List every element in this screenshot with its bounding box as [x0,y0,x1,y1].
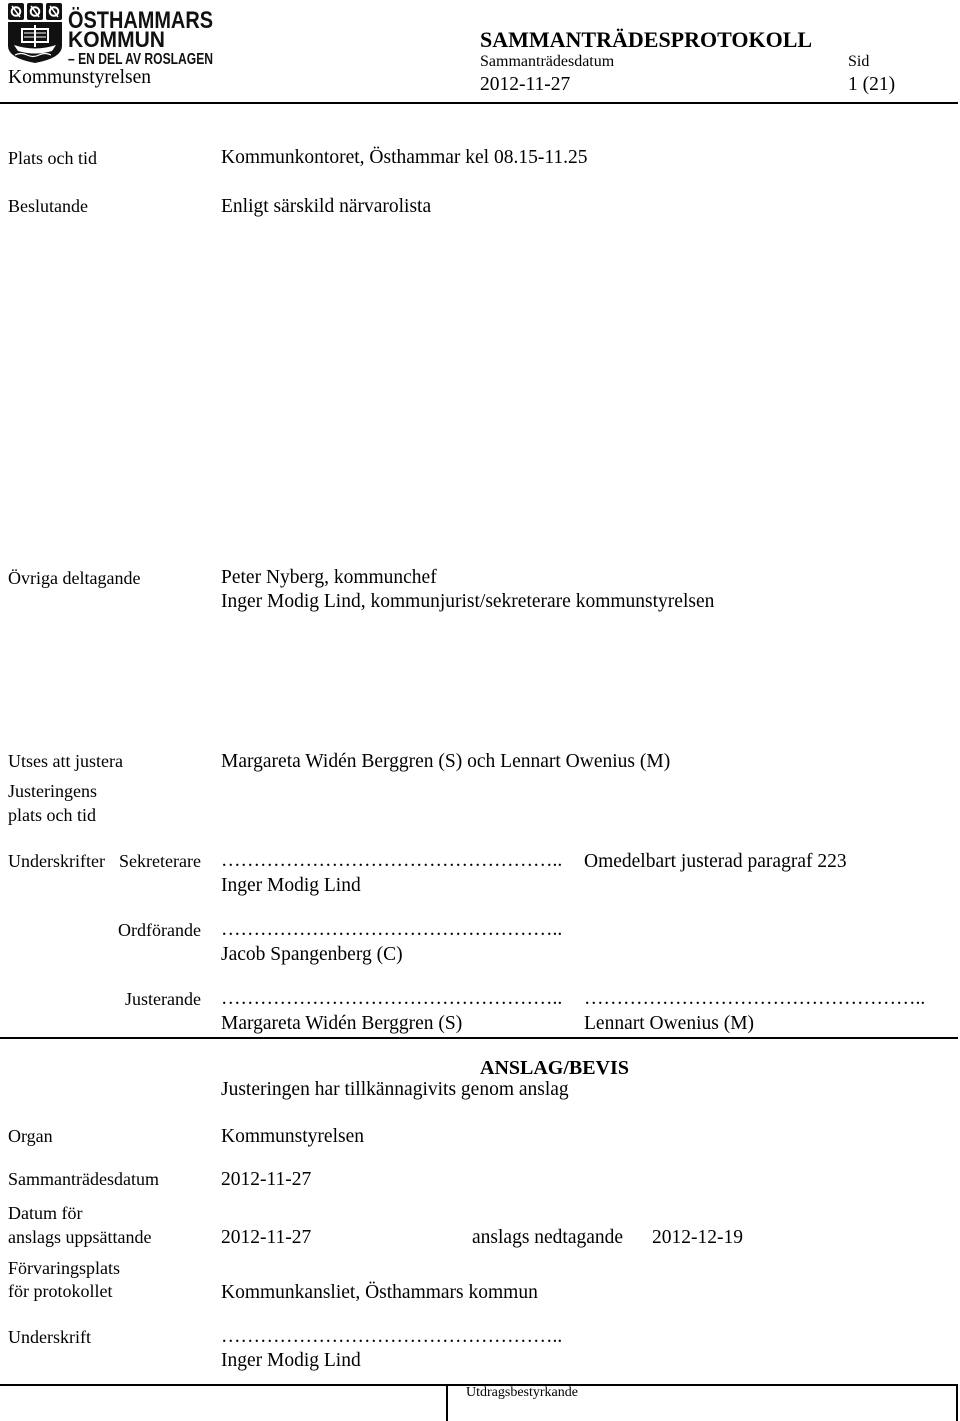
other-participant: Inger Modig Lind, kommunjurist/sekreterare kommunstyrelsen [221,591,715,612]
page-number: 1 (21) [848,74,896,95]
deciding-label: Beslutande [8,196,88,216]
adjuster-name: Lennart Owenius (M) [584,1013,755,1034]
notice-signature-label: Underskrift [8,1327,91,1347]
appointed-adjusters-label: Utses att justera [8,751,123,771]
adjustment-place-label: Justeringens [8,781,97,801]
appointed-adjusters-value: Margareta Widén Berggren (S) och Lennart Owenius (M) [221,751,671,772]
signatures-label: Underskrifter [8,851,105,871]
logo-name: ÖSTHAMMARS [68,7,213,34]
crest-badge-right [46,3,62,20]
crest-badge-middle [27,3,43,20]
municipality-crest-icon [7,2,63,64]
posting-date-label: anslags uppsättande [8,1227,152,1247]
posting-date: 2012-11-27 [221,1227,312,1248]
notice-statement: Justeringen har tillkännagivits genom anslag [221,1079,569,1100]
logo-subname: KOMMUN [68,27,165,52]
adjuster-signature-line: …………………………………………….. [221,988,563,1009]
adjuster-name: Margareta Widén Berggren (S) [221,1013,463,1034]
adjustment-place-label: plats och tid [8,805,96,825]
meeting-date: 2012-11-27 [480,74,571,95]
removal-date-label: anslags nedtagande [472,1227,624,1248]
other-participants-label: Övriga deltagande [8,568,141,588]
place-time-value: Kommunkontoret, Östhammar kel 08.15-11.25 [221,147,588,168]
notice-meeting-date: 2012-11-27 [221,1169,312,1190]
municipality-wordmark [68,2,218,68]
deciding-value: Enligt särskild närvarolista [221,196,432,217]
notice-signer-name: Inger Modig Lind [221,1350,361,1371]
chair-signature-line: …………………………………………….. [221,919,563,940]
crest-badge-left [8,3,24,20]
certification-box-right-border [956,1384,958,1421]
secretary-name: Inger Modig Lind [221,875,361,896]
header-divider [0,102,958,104]
storage-value: Kommunkansliet, Östhammars kommun [221,1282,538,1303]
notice-divider [0,1037,958,1039]
organ-label: Organ [8,1126,53,1146]
storage-label: Förvaringsplats [8,1258,120,1278]
secretary-role: Sekreterare [119,851,201,871]
chair-name: Jacob Spangenberg (C) [221,944,403,965]
other-participant: Peter Nyberg, kommunchef [221,567,437,588]
notice-signature-line: …………………………………………….. [221,1326,563,1347]
adjuster-role: Justerande [125,989,201,1009]
certification-label: Utdragsbestyrkande [466,1385,578,1400]
page-label: Sid [848,53,870,70]
place-time-label: Plats och tid [8,148,97,168]
immediate-adjustment-note: Omedelbart justerad paragraf 223 [584,851,847,872]
certification-box-left-border [446,1384,448,1421]
notice-meeting-date-label: Sammanträdesdatum [8,1169,159,1189]
meeting-date-label: Sammanträdesdatum [480,53,615,70]
chair-role: Ordförande [118,920,201,940]
logo-tagline: – EN DEL AV ROSLAGEN [68,51,213,68]
notice-title: ANSLAG/BEVIS [480,1057,629,1079]
ship-shield-icon [8,22,62,63]
secretary-signature-line: …………………………………………….. [221,850,563,871]
document-title: SAMMANTRÄDESPROTOKOLL [480,27,813,52]
posting-date-label: Datum för [8,1203,83,1223]
removal-date: 2012-12-19 [652,1227,743,1248]
issuing-body: Kommunstyrelsen [8,67,151,88]
organ-value: Kommunstyrelsen [221,1126,364,1147]
adjuster-signature-line: …………………………………………….. [584,988,926,1009]
storage-label: för protokollet [8,1281,113,1301]
